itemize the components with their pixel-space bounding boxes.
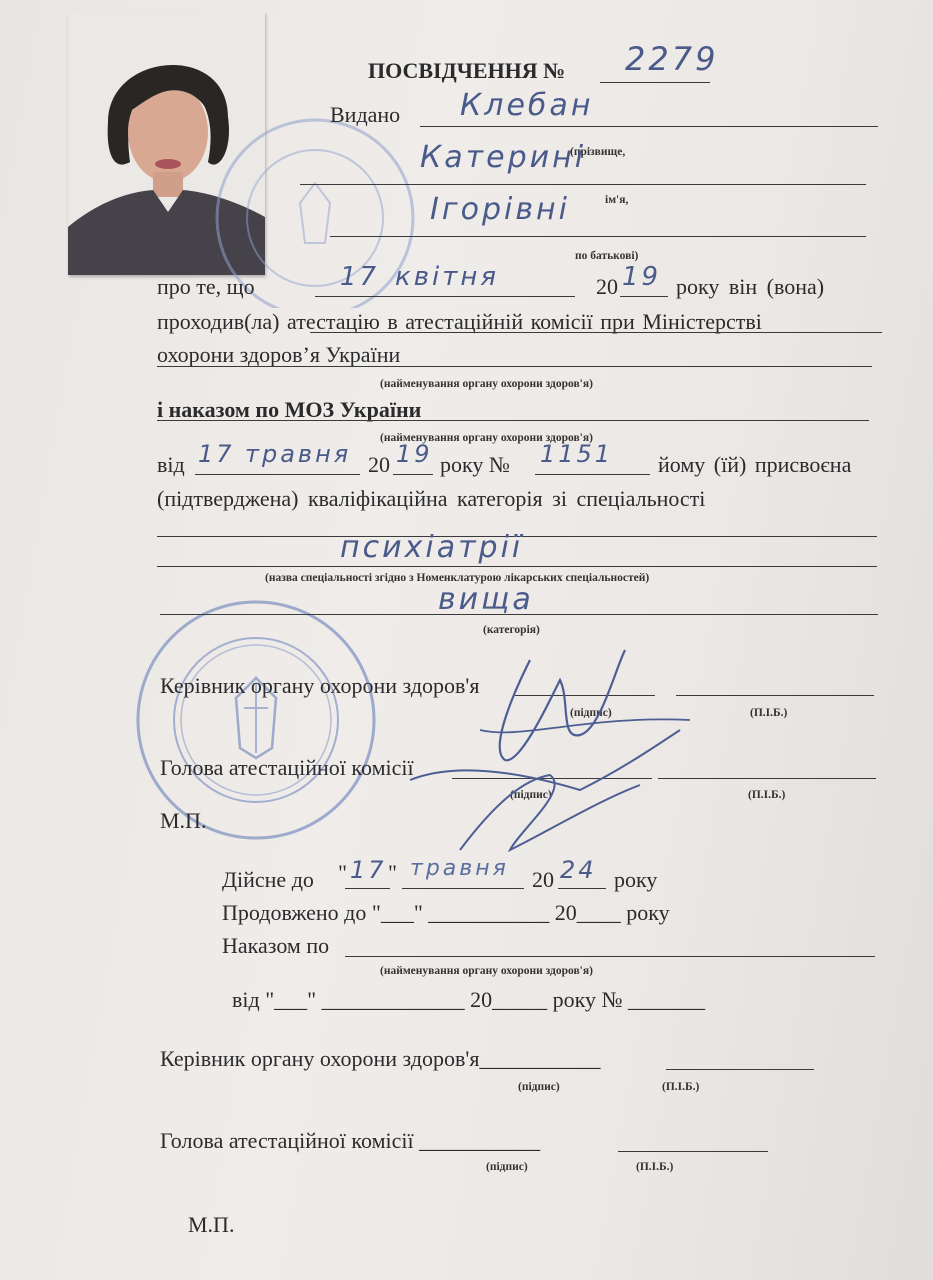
chair-label-2: Голова атестаційної комісії ___________: [160, 1128, 541, 1153]
handwritten-signature-head: [400, 640, 700, 860]
order-day: 17: [198, 440, 235, 468]
head-pib-caption: (П.І.Б.): [750, 707, 788, 719]
surname-line: [420, 126, 878, 127]
surname-caption: (прізвище,: [570, 146, 626, 158]
order-confirmed-line: (підтверджена) кваліфікаційна категорія зі спеціальності: [157, 486, 706, 511]
attestation-year: 19: [622, 262, 662, 292]
valid-day: 17: [350, 856, 387, 884]
order-line: і наказом по МОЗ України: [157, 397, 422, 422]
chair-sign-caption-2: (підпис): [486, 1161, 528, 1173]
valid-until-label: Дійсне до: [222, 867, 314, 892]
order-assigned: йому (їй) присвоєна: [658, 452, 852, 477]
valid-month-line: [402, 888, 524, 889]
order-underline: [157, 420, 869, 421]
order-by-label: Наказом по: [222, 933, 330, 958]
head-sign-caption-2: (підпис): [518, 1081, 560, 1093]
issued-label: Видано: [330, 102, 401, 127]
extended-vid-line: від "___" _____________ 20_____ року № _______: [232, 987, 706, 1012]
surname-value: Клебан: [460, 88, 594, 123]
category-value: вища: [438, 582, 534, 617]
head-label: Керівник органу охорони здоров'я: [160, 673, 480, 698]
attestation-line1-rest: року він (вона): [676, 274, 825, 299]
head-sign-caption: (підпис): [570, 707, 612, 719]
order-number: 1151: [540, 440, 614, 468]
head-label-2: Керівник органу охорони здоров'я___________: [160, 1046, 601, 1071]
attestation-line2-underline: [310, 332, 882, 333]
head-pib-line: [676, 695, 874, 696]
name-value: Катерині: [420, 140, 587, 175]
valid-roku: року: [614, 867, 658, 892]
name-caption: ім'я,: [605, 194, 629, 206]
specialty-line: [157, 566, 877, 567]
chair-pib-caption: (П.І.Б.): [748, 789, 786, 801]
certificate-page: ПОСВІДЧЕННЯ № 2279 Видано Клебан (прізвище, Катерині ім'я, Ігорівні по батькові) про те, що 17 квітня 20 19 року він (вона) проходив(ла) атестацію в атестаційній комісії при Міністерстві охорони здоров’я України (найменування органу охорони здоров'я) і наказом по МОЗ України (найменування органу охорони здоров'я) від 17 травня 20 19 року № 1151 йому (їй) присвоєна (підтверджена) кваліфікаційна категорія зі спеціальності психіатрії (назва спеціальності згідно з Номенклатурою лікарських спеціальностей) вища (категорія) Керівник органу охорони здоров'я (підпис) (П.І.Б.) Голова атестаційної комісії (підпис) (П.І.Б.) М.П. Дійсне до " 17 " травня 20 24 року Продовжено до "___" ___________ 20____ року Наказом по (найменування органу охорони здоров'я) від "___" _____________ 20_____ року № _______ Керівник органу охорони здоров'я___________ (підпис) (П.І.Б.) Голова атестаційної комісії ___________ (підпис) (П.І.Б.) М.П.: [0, 0, 933, 1280]
pro-te-scho-text: про те, що: [157, 274, 255, 299]
order-by-caption: (найменування органу охорони здоров'я): [380, 965, 593, 977]
mp-label: М.П.: [160, 808, 207, 833]
patronymic-value: Ігорівні: [430, 192, 570, 227]
certificate-number: 2279: [625, 40, 719, 78]
category-caption: (категорія): [483, 624, 540, 636]
attestation-year-prefix: 20: [596, 274, 618, 299]
chair-pib-caption-2: (П.І.Б.): [636, 1161, 674, 1173]
attestation-day: 17: [340, 262, 380, 292]
attestation-date-line: [315, 296, 575, 297]
specialty-value: психіатрії: [340, 530, 524, 565]
chair-label: Голова атестаційної комісії: [160, 755, 414, 780]
chair-sign-caption: (підпис): [510, 789, 552, 801]
head-pib-line-2: [666, 1069, 814, 1070]
number-underline: [600, 82, 710, 83]
order-date-line: [195, 474, 360, 475]
valid-day-line: [345, 888, 390, 889]
attestation-line2: проходив(ла) атестацію в атестаційній комісії при Міністерстві: [157, 309, 762, 334]
order-roku-no: року №: [440, 452, 510, 477]
attestation-month: квітня: [395, 262, 500, 292]
attestation-year-line: [620, 296, 668, 297]
patronymic-line: [330, 236, 866, 237]
order-month: травня: [245, 440, 352, 468]
mp-label-2: М.П.: [188, 1212, 235, 1237]
order-caption: (найменування органу охорони здоров'я): [380, 432, 593, 444]
order-number-line: [535, 474, 650, 475]
valid-year: 24: [560, 856, 597, 884]
category-line: [160, 614, 878, 615]
order-year: 19: [396, 440, 433, 468]
order-year-prefix: 20: [368, 452, 390, 477]
document-title: ПОСВІДЧЕННЯ №: [368, 58, 566, 83]
chair-pib-line-2: [618, 1151, 768, 1152]
head-pib-caption-2: (П.І.Б.): [662, 1081, 700, 1093]
attestation-line3: охорони здоров’я України: [157, 342, 401, 367]
specialty-caption: (назва спеціальності згідно з Номенклатурою лікарських спеціальностей): [265, 572, 650, 584]
order-by-line: [345, 956, 875, 957]
name-line: [300, 184, 866, 185]
order-vid: від: [157, 452, 185, 477]
valid-year-line: [558, 888, 606, 889]
valid-month: травня: [410, 856, 509, 881]
attestation-line3-underline: [157, 366, 872, 367]
extended-line: Продовжено до "___" ___________ 20____ року: [222, 900, 670, 925]
valid-year-prefix: 20: [532, 867, 554, 892]
patronymic-caption: по батькові): [575, 250, 639, 262]
attestation-org-caption: (найменування органу охорони здоров'я): [380, 378, 593, 390]
order-year-line: [393, 474, 433, 475]
